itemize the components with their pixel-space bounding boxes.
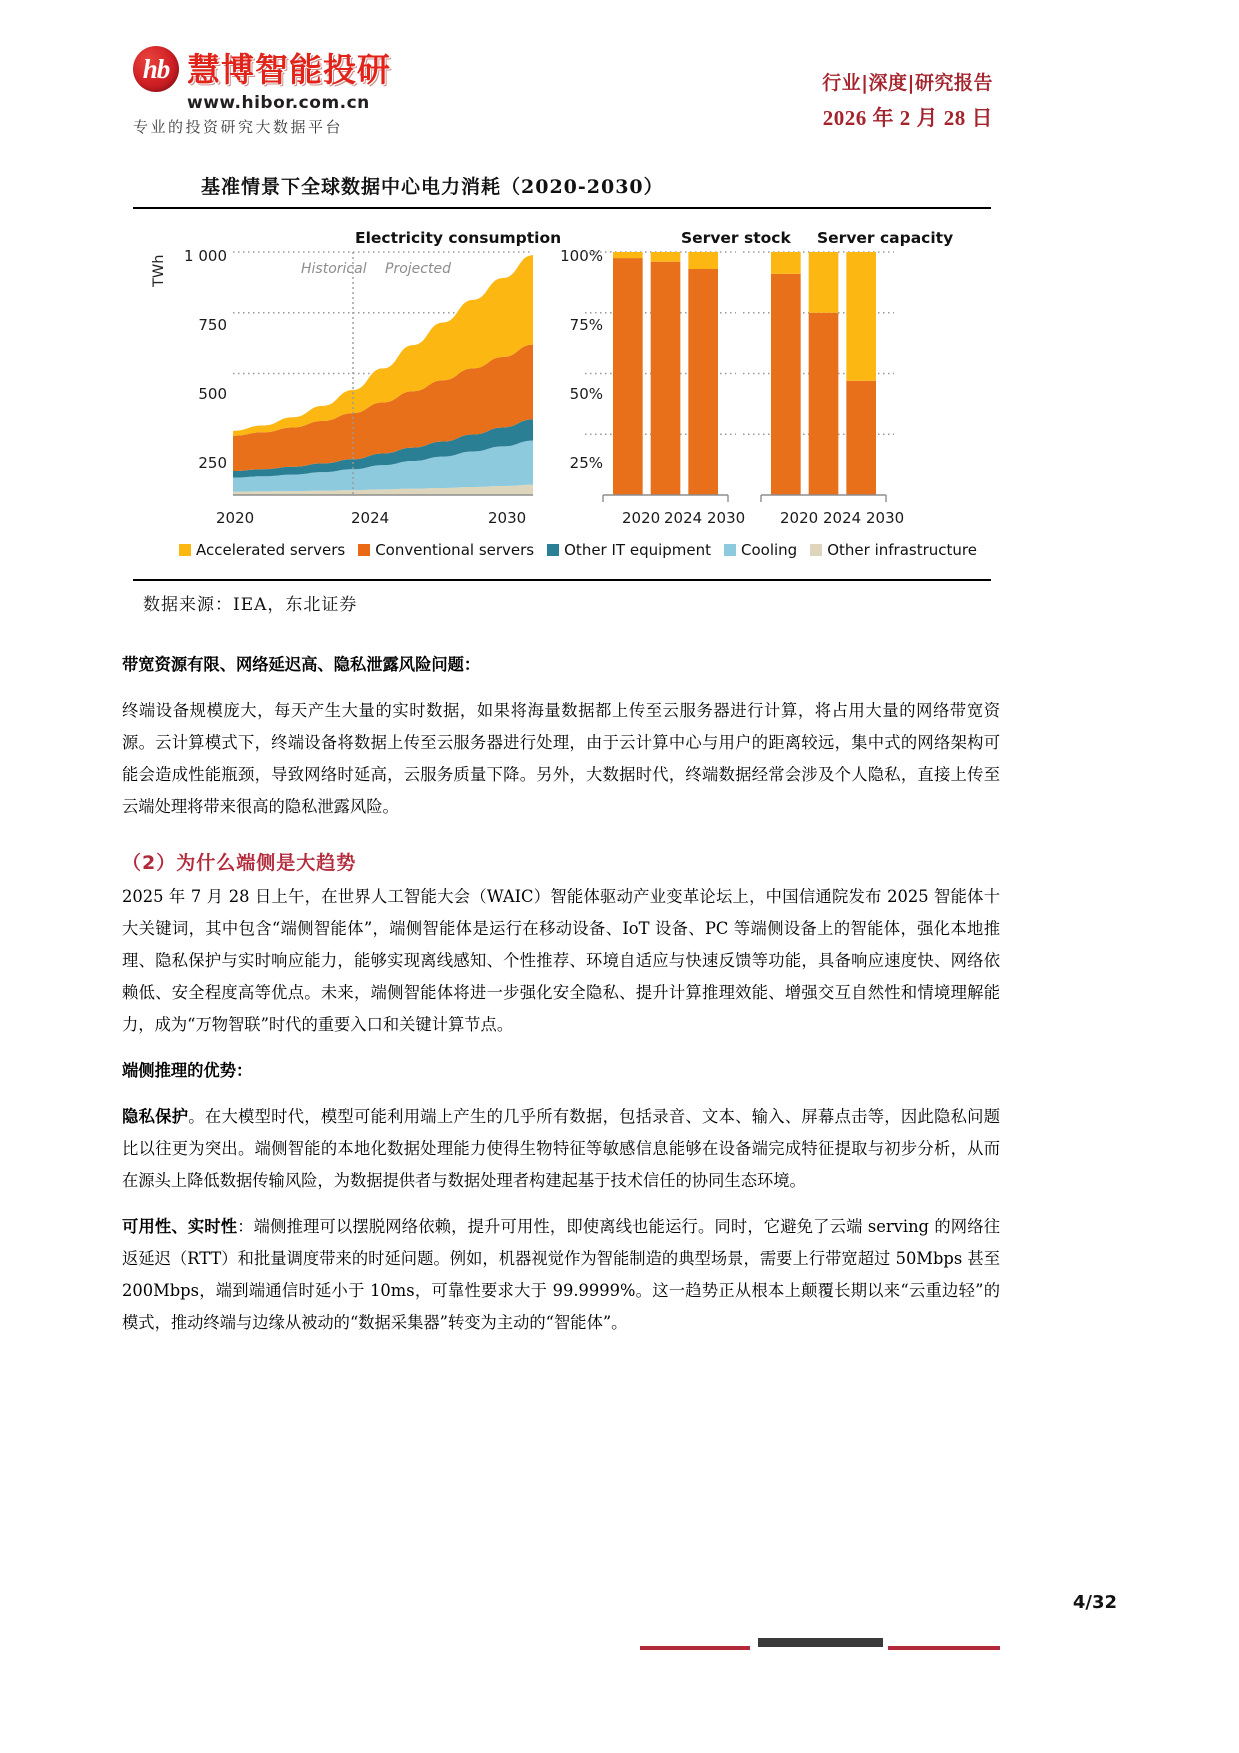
- spacer: [122, 823, 1000, 845]
- panel-title-server-stock: Server stock: [681, 229, 791, 247]
- heading-edge-advantage: 端侧推理的优势：: [122, 1061, 253, 1080]
- legend-swatch-icon: [724, 544, 736, 556]
- paragraph-privacy-text: 。在大模型时代，模型可能利用端上产生的几乎所有数据，包括录音、文本、输入、屏幕点击等，因此隐私问题比以往更为突出。端侧智能的本地化数据处理能力使得生物特征等敏感信息能够在设备端完成特征提取与初步分析，从而在源头上降低数据传输风险，为数据提供者与数据处理者构建起基于技术信任的协同生态环境。: [122, 1107, 1000, 1190]
- logo-mark-text: hb: [142, 53, 170, 84]
- footer-decoration: [640, 1638, 1000, 1650]
- paragraph-waic: 2025 年 7 月 28 日上午，在世界人工智能大会（WAIC）智能体驱动产业变革论坛上，中国信通院发布 2025 智能体十大关键词，其中包含“端侧智能体”，端侧智能体是运行在移动设备、IoT 设备、PC 等端侧设备上的智能体，强化本地推理、隐私保护与实时响应能力，能够实现离线感知、个性推荐、环境自适应与快速反馈等功能，具备响应速度快、网络依赖低、安全程度高等优点。未来，端侧智能体将进一步强化安全隐私、提升计算推理效能、增强交互自然性和情境理解能力，成为“万物智联”时代的重要入口和关键计算节点。: [122, 887, 1000, 1034]
- footer-bar-right: [888, 1646, 1000, 1650]
- document-body: [122, 635, 1000, 1339]
- paragraph-availability: [122, 1211, 1000, 1339]
- xtick-capacity-2030: 2030: [866, 509, 905, 527]
- legend-swatch-icon: [358, 544, 370, 556]
- xtick-area-2024: 2024: [351, 509, 390, 527]
- paragraph-bandwidth: 终端设备规模庞大，每天产生大量的实时数据，如果将海量数据都上传至云服务器进行计算，将占用大量的网络带宽资源。云计算模式下，终端设备将数据上传至云服务器进行处理，由于云计算中心与用户的距离较远，集中式的网络架构可能会造成性能瓶颈，导致网络时延高，云服务质量下降。另外，大数据时代，终端数据经常会涉及个人隐私，直接上传至云端处理将带来很高的隐私泄露风险。: [122, 701, 1000, 816]
- chart-graphic: [133, 219, 991, 539]
- figure-block: [133, 172, 991, 623]
- paragraph-availability-text: ：端侧推理可以摆脱网络依赖，提升可用性，即使离线也能运行。同时，它避免了云端 serving 的网络往返延迟（RTT）和批量调度带来的时延问题。例如，机器视觉作为智能制造的典型场景，需要上行带宽超过 50Mbps 甚至 200Mbps，端到端通信时延小于 10ms，可靠性要求大于 99.9999%。这一趋势正从根本上颠覆长期以来“云重边轻”的模式，推动终端与边缘从被动的“数据采集器”转变为主动的“智能体”。: [122, 1217, 1000, 1332]
- header-meta: [822, 68, 993, 132]
- xtick-capacity-2020: 2020: [780, 509, 819, 527]
- xtick-capacity-2024: 2024: [823, 509, 862, 527]
- xtick-area-2030: 2030: [488, 509, 527, 527]
- legend-label: Cooling: [741, 541, 798, 559]
- lead-availability: 可用性、实时性: [122, 1217, 238, 1236]
- logo-tagline: 专业的投资研究大数据平台: [133, 118, 344, 136]
- logo-website-url: www.hibor.com.cn: [187, 93, 370, 113]
- report-type-label: 行业|深度|研究报告: [822, 72, 993, 94]
- site-logo[interactable]: [133, 46, 473, 138]
- legend-swatch-icon: [179, 544, 191, 556]
- logo-row: [133, 46, 473, 92]
- spacer: [122, 1041, 1000, 1055]
- xtick-stock-2024: 2024: [664, 509, 703, 527]
- paragraph-privacy: [122, 1101, 1000, 1197]
- ytick-250: 250: [198, 454, 227, 472]
- xtick-stock-2030: 2030: [707, 509, 746, 527]
- legend-label: Accelerated servers: [196, 541, 346, 559]
- hibor-logo-icon: [133, 46, 179, 92]
- spacer: [122, 1197, 1000, 1211]
- logo-brand-name: 慧博智能投研: [187, 49, 391, 89]
- ytick-500: 500: [198, 385, 227, 403]
- ytick-50pct: 50%: [569, 385, 603, 403]
- ytick-25pct: 25%: [569, 454, 603, 472]
- panel-title-electricity-consumption: Electricity consumption: [355, 229, 562, 247]
- report-date-label: 2026 年 2 月 28 日: [822, 106, 993, 130]
- xtick-stock-2020: 2020: [622, 509, 661, 527]
- y-axis-label-twh: TWh: [151, 254, 167, 287]
- legend-item-cooling: [724, 541, 797, 559]
- footer-bar-left: [640, 1646, 750, 1650]
- chart-legend: [179, 541, 991, 559]
- chart-canvas: [133, 219, 991, 579]
- legend-item-conventional-servers: [358, 541, 534, 559]
- legend-label: Conventional servers: [375, 541, 535, 559]
- footer-bar-middle: [758, 1638, 883, 1647]
- lead-privacy: 隐私保护: [122, 1107, 189, 1126]
- heading-bandwidth: 带宽资源有限、网络延迟高、隐私泄露风险问题：: [122, 655, 481, 674]
- ytick-1000: 1 000: [184, 247, 227, 265]
- spacer: [122, 681, 1000, 695]
- legend-item-accelerated-servers: [179, 541, 345, 559]
- annotation-projected: Projected: [385, 261, 451, 277]
- page-number: 4/32: [1072, 1592, 1117, 1613]
- panel-title-server-capacity: Server capacity: [817, 229, 954, 247]
- page-header: [133, 46, 993, 138]
- legend-item-other-it-equipment: [547, 541, 711, 559]
- spacer: [122, 1087, 1000, 1101]
- legend-label: Other infrastructure: [827, 541, 977, 559]
- xtick-area-2020: 2020: [216, 509, 255, 527]
- ytick-100pct: 100%: [560, 247, 603, 265]
- legend-item-other-infrastructure: [810, 541, 977, 559]
- legend-swatch-icon: [547, 544, 559, 556]
- ytick-75pct: 75%: [569, 316, 603, 334]
- legend-swatch-icon: [810, 544, 822, 556]
- legend-label: Other IT equipment: [564, 541, 712, 559]
- ytick-750: 750: [198, 316, 227, 334]
- annotation-historical: Historical: [301, 261, 367, 277]
- figure-chart-area: [133, 209, 991, 579]
- spacer: [122, 635, 1000, 649]
- figure-source: 数据来源：IEA，东北证券: [143, 595, 358, 615]
- figure-title: 基准情景下全球数据中心电力消耗（2020-2030）: [201, 176, 664, 198]
- section-title-why-edge: （2）为什么端侧是大趋势: [122, 852, 357, 874]
